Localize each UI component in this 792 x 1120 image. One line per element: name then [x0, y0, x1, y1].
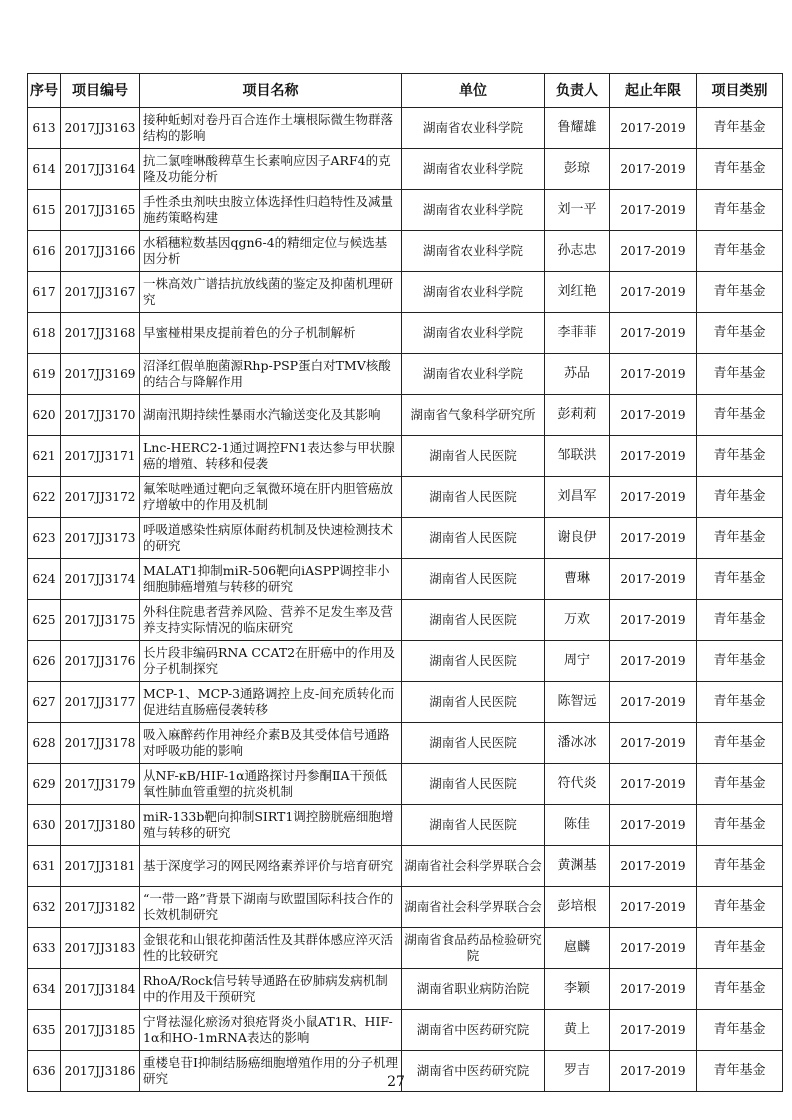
cell-years: 2017-2019 — [610, 518, 697, 559]
header-leader: 负责人 — [545, 74, 610, 108]
cell-no: 632 — [28, 887, 61, 928]
cell-project-name: 沼泽红假单胞菌源Rhp-PSP蛋白对TMV核酸的结合与降解作用 — [140, 354, 402, 395]
cell-years: 2017-2019 — [610, 764, 697, 805]
table-row — [28, 108, 783, 149]
cell-unit: 湖南省社会科学界联合会 — [402, 846, 545, 887]
cell-type: 青年基金 — [697, 928, 783, 969]
cell-years: 2017-2019 — [610, 846, 697, 887]
cell-unit: 湖南省农业科学院 — [402, 313, 545, 354]
cell-unit: 湖南省人民医院 — [402, 477, 545, 518]
cell-leader: 彭琼 — [545, 149, 610, 190]
cell-no: 633 — [28, 928, 61, 969]
cell-code: 2017JJ3186 — [61, 1051, 140, 1092]
cell-type: 青年基金 — [697, 231, 783, 272]
cell-type: 青年基金 — [697, 764, 783, 805]
cell-code: 2017JJ3183 — [61, 928, 140, 969]
header-years: 起止年限 — [610, 74, 697, 108]
cell-no: 627 — [28, 682, 61, 723]
cell-type: 青年基金 — [697, 395, 783, 436]
table-row — [28, 395, 783, 436]
cell-leader: 扈麟 — [545, 928, 610, 969]
cell-leader: 邹联洪 — [545, 436, 610, 477]
cell-years: 2017-2019 — [610, 313, 697, 354]
cell-leader: 曹琳 — [545, 559, 610, 600]
table-row — [28, 887, 783, 928]
cell-no: 622 — [28, 477, 61, 518]
cell-leader: 潘冰冰 — [545, 723, 610, 764]
cell-project-name: 基于深度学习的网民网络素养评价与培育研究 — [140, 846, 402, 887]
table-row — [28, 641, 783, 682]
cell-years: 2017-2019 — [610, 231, 697, 272]
cell-project-name: RhoA/Rock信号转导通路在矽肺病发病机制中的作用及干预研究 — [140, 969, 402, 1010]
table-row — [28, 846, 783, 887]
cell-type: 青年基金 — [697, 805, 783, 846]
table-row — [28, 682, 783, 723]
cell-leader: 符代炎 — [545, 764, 610, 805]
cell-no: 618 — [28, 313, 61, 354]
cell-years: 2017-2019 — [610, 149, 697, 190]
cell-no: 615 — [28, 190, 61, 231]
cell-code: 2017JJ3185 — [61, 1010, 140, 1051]
cell-project-name: 抗二氯喹啉酸稗草生长素响应因子ARF4的克隆及功能分析 — [140, 149, 402, 190]
cell-project-name: MALAT1抑制miR-506靶向iASPP调控非小细胞肺癌增殖与转移的研究 — [140, 559, 402, 600]
cell-years: 2017-2019 — [610, 600, 697, 641]
cell-code: 2017JJ3175 — [61, 600, 140, 641]
cell-code: 2017JJ3163 — [61, 108, 140, 149]
cell-type: 青年基金 — [697, 600, 783, 641]
table-row — [28, 559, 783, 600]
cell-code: 2017JJ3179 — [61, 764, 140, 805]
cell-leader: 彭莉莉 — [545, 395, 610, 436]
cell-no: 614 — [28, 149, 61, 190]
cell-no: 623 — [28, 518, 61, 559]
header-name: 项目名称 — [140, 74, 402, 108]
cell-code: 2017JJ3184 — [61, 969, 140, 1010]
cell-leader: 万欢 — [545, 600, 610, 641]
cell-unit: 湖南省社会科学界联合会 — [402, 887, 545, 928]
cell-leader: 周宁 — [545, 641, 610, 682]
cell-no: 613 — [28, 108, 61, 149]
cell-no: 635 — [28, 1010, 61, 1051]
cell-unit: 湖南省人民医院 — [402, 805, 545, 846]
cell-years: 2017-2019 — [610, 436, 697, 477]
table-row — [28, 600, 783, 641]
cell-no: 617 — [28, 272, 61, 313]
page-number: 27 — [387, 1074, 405, 1090]
cell-unit: 湖南省人民医院 — [402, 641, 545, 682]
cell-no: 624 — [28, 559, 61, 600]
table-row — [28, 436, 783, 477]
cell-type: 青年基金 — [697, 723, 783, 764]
cell-years: 2017-2019 — [610, 887, 697, 928]
cell-project-name: 呼吸道感染性病原体耐药机制及快速检测技术的研究 — [140, 518, 402, 559]
cell-code: 2017JJ3173 — [61, 518, 140, 559]
cell-years: 2017-2019 — [610, 354, 697, 395]
table-row — [28, 764, 783, 805]
cell-code: 2017JJ3178 — [61, 723, 140, 764]
cell-unit: 湖南省农业科学院 — [402, 149, 545, 190]
cell-type: 青年基金 — [697, 969, 783, 1010]
cell-leader: 彭培根 — [545, 887, 610, 928]
cell-no: 620 — [28, 395, 61, 436]
cell-years: 2017-2019 — [610, 682, 697, 723]
cell-leader: 孙志忠 — [545, 231, 610, 272]
cell-unit: 湖南省人民医院 — [402, 682, 545, 723]
cell-unit: 湖南省人民医院 — [402, 600, 545, 641]
cell-project-name: 从NF-κB/HIF-1α通路探讨丹参酮ⅡA干预低氧性肺血管重塑的抗炎机制 — [140, 764, 402, 805]
cell-years: 2017-2019 — [610, 723, 697, 764]
cell-type: 青年基金 — [697, 1051, 783, 1092]
cell-no: 625 — [28, 600, 61, 641]
cell-project-name: miR-133b靶向抑制SIRT1调控膀胱癌细胞增殖与转移的研究 — [140, 805, 402, 846]
table-row — [28, 190, 783, 231]
cell-code: 2017JJ3168 — [61, 313, 140, 354]
cell-leader: 刘一平 — [545, 190, 610, 231]
cell-type: 青年基金 — [697, 887, 783, 928]
cell-unit: 湖南省农业科学院 — [402, 354, 545, 395]
cell-unit: 湖南省食品药品检验研究院 — [402, 928, 545, 969]
table-row — [28, 313, 783, 354]
header-type: 项目类别 — [697, 74, 783, 108]
cell-code: 2017JJ3172 — [61, 477, 140, 518]
cell-code: 2017JJ3164 — [61, 149, 140, 190]
cell-project-name: 外科住院患者营养风险、营养不足发生率及营养支持实际情况的临床研究 — [140, 600, 402, 641]
cell-years: 2017-2019 — [610, 1010, 697, 1051]
cell-type: 青年基金 — [697, 559, 783, 600]
cell-code: 2017JJ3170 — [61, 395, 140, 436]
header-row — [28, 74, 783, 108]
cell-project-name: 宁肾祛湿化瘀汤对狼疮肾炎小鼠AT1R、HIF-1α和HO-1mRNA表达的影响 — [140, 1010, 402, 1051]
cell-type: 青年基金 — [697, 108, 783, 149]
cell-project-name: “一带一路”背景下湖南与欧盟国际科技合作的长效机制研究 — [140, 887, 402, 928]
cell-project-name: 重楼皂苷Ⅰ抑制结肠癌细胞增殖作用的分子机理研究 — [140, 1051, 402, 1092]
cell-leader: 李菲菲 — [545, 313, 610, 354]
cell-no: 621 — [28, 436, 61, 477]
cell-project-name: 手性杀虫剂呋虫胺立体选择性归趋特性及减量施药策略构建 — [140, 190, 402, 231]
cell-years: 2017-2019 — [610, 477, 697, 518]
cell-type: 青年基金 — [697, 846, 783, 887]
cell-no: 616 — [28, 231, 61, 272]
cell-code: 2017JJ3171 — [61, 436, 140, 477]
cell-project-name: 水稻穗粒数基因qgn6-4的精细定位与候选基因分析 — [140, 231, 402, 272]
cell-no: 626 — [28, 641, 61, 682]
cell-code: 2017JJ3165 — [61, 190, 140, 231]
cell-type: 青年基金 — [697, 518, 783, 559]
cell-no: 629 — [28, 764, 61, 805]
cell-project-name: MCP-1、MCP-3通路调控上皮-间充质转化而促进结直肠癌侵袭转移 — [140, 682, 402, 723]
cell-code: 2017JJ3180 — [61, 805, 140, 846]
cell-leader: 黄渊基 — [545, 846, 610, 887]
cell-years: 2017-2019 — [610, 641, 697, 682]
cell-no: 636 — [28, 1051, 61, 1092]
cell-type: 青年基金 — [697, 354, 783, 395]
cell-type: 青年基金 — [697, 1010, 783, 1051]
cell-project-name: 湖南汛期持续性暴雨水汽输送变化及其影响 — [140, 395, 402, 436]
cell-code: 2017JJ3176 — [61, 641, 140, 682]
cell-project-name: 早蜜椪柑果皮提前着色的分子机制解析 — [140, 313, 402, 354]
cell-code: 2017JJ3167 — [61, 272, 140, 313]
cell-project-name: 一株高效广谱拮抗放线菌的鉴定及抑菌机理研究 — [140, 272, 402, 313]
table-body — [28, 108, 783, 1092]
cell-unit: 湖南省农业科学院 — [402, 190, 545, 231]
cell-leader: 鲁耀雄 — [545, 108, 610, 149]
header-no: 序号 — [28, 74, 61, 108]
cell-type: 青年基金 — [697, 477, 783, 518]
cell-project-name: Lnc-HERC2-1通过调控FN1表达参与甲状腺癌的增殖、转移和侵袭 — [140, 436, 402, 477]
header-code: 项目编号 — [61, 74, 140, 108]
cell-unit: 湖南省中医药研究院 — [402, 1051, 545, 1092]
cell-code: 2017JJ3166 — [61, 231, 140, 272]
cell-type: 青年基金 — [697, 313, 783, 354]
cell-leader: 谢良伊 — [545, 518, 610, 559]
cell-unit: 湖南省人民医院 — [402, 764, 545, 805]
cell-unit: 湖南省人民医院 — [402, 436, 545, 477]
table-row — [28, 969, 783, 1010]
table-row — [28, 723, 783, 764]
cell-code: 2017JJ3169 — [61, 354, 140, 395]
cell-years: 2017-2019 — [610, 1051, 697, 1092]
cell-project-name: 接种蚯蚓对卷丹百合连作土壤根际微生物群落结构的影响 — [140, 108, 402, 149]
cell-no: 628 — [28, 723, 61, 764]
table-row — [28, 149, 783, 190]
cell-project-name: 氟笨哒唑通过靶向乏氧微环境在肝内胆管癌放疗增敏中的作用及机制 — [140, 477, 402, 518]
cell-unit: 湖南省职业病防治院 — [402, 969, 545, 1010]
cell-leader: 罗吉 — [545, 1051, 610, 1092]
cell-leader: 刘红艳 — [545, 272, 610, 313]
cell-code: 2017JJ3181 — [61, 846, 140, 887]
cell-unit: 湖南省人民医院 — [402, 723, 545, 764]
table-row — [28, 928, 783, 969]
cell-no: 634 — [28, 969, 61, 1010]
table-row — [28, 805, 783, 846]
cell-unit: 湖南省气象科学研究所 — [402, 395, 545, 436]
cell-leader: 陈智远 — [545, 682, 610, 723]
cell-no: 630 — [28, 805, 61, 846]
cell-years: 2017-2019 — [610, 190, 697, 231]
cell-code: 2017JJ3182 — [61, 887, 140, 928]
table-row — [28, 231, 783, 272]
cell-type: 青年基金 — [697, 641, 783, 682]
cell-type: 青年基金 — [697, 149, 783, 190]
header-unit: 单位 — [402, 74, 545, 108]
cell-no: 619 — [28, 354, 61, 395]
cell-leader: 陈佳 — [545, 805, 610, 846]
cell-years: 2017-2019 — [610, 108, 697, 149]
cell-leader: 刘昌军 — [545, 477, 610, 518]
cell-project-name: 吸入麻醉药作用神经介素B及其受体信号通路对呼吸功能的影响 — [140, 723, 402, 764]
cell-unit: 湖南省中医药研究院 — [402, 1010, 545, 1051]
cell-years: 2017-2019 — [610, 805, 697, 846]
table-row — [28, 518, 783, 559]
table-row — [28, 272, 783, 313]
project-table — [27, 73, 783, 1092]
cell-leader: 黄上 — [545, 1010, 610, 1051]
table-row — [28, 477, 783, 518]
cell-type: 青年基金 — [697, 190, 783, 231]
cell-years: 2017-2019 — [610, 559, 697, 600]
cell-unit: 湖南省农业科学院 — [402, 231, 545, 272]
cell-type: 青年基金 — [697, 682, 783, 723]
cell-project-name: 长片段非编码RNA CCAT2在肝癌中的作用及分子机制探究 — [140, 641, 402, 682]
cell-unit: 湖南省农业科学院 — [402, 272, 545, 313]
cell-code: 2017JJ3177 — [61, 682, 140, 723]
cell-years: 2017-2019 — [610, 272, 697, 313]
cell-years: 2017-2019 — [610, 928, 697, 969]
cell-project-name: 金银花和山银花抑菌活性及其群体感应淬灭活性的比较研究 — [140, 928, 402, 969]
cell-years: 2017-2019 — [610, 969, 697, 1010]
cell-unit: 湖南省人民医院 — [402, 559, 545, 600]
cell-type: 青年基金 — [697, 272, 783, 313]
cell-no: 631 — [28, 846, 61, 887]
table-row — [28, 1010, 783, 1051]
cell-years: 2017-2019 — [610, 395, 697, 436]
cell-leader: 李颖 — [545, 969, 610, 1010]
table-row — [28, 354, 783, 395]
cell-unit: 湖南省人民医院 — [402, 518, 545, 559]
cell-leader: 苏品 — [545, 354, 610, 395]
cell-type: 青年基金 — [697, 436, 783, 477]
cell-unit: 湖南省农业科学院 — [402, 108, 545, 149]
cell-code: 2017JJ3174 — [61, 559, 140, 600]
